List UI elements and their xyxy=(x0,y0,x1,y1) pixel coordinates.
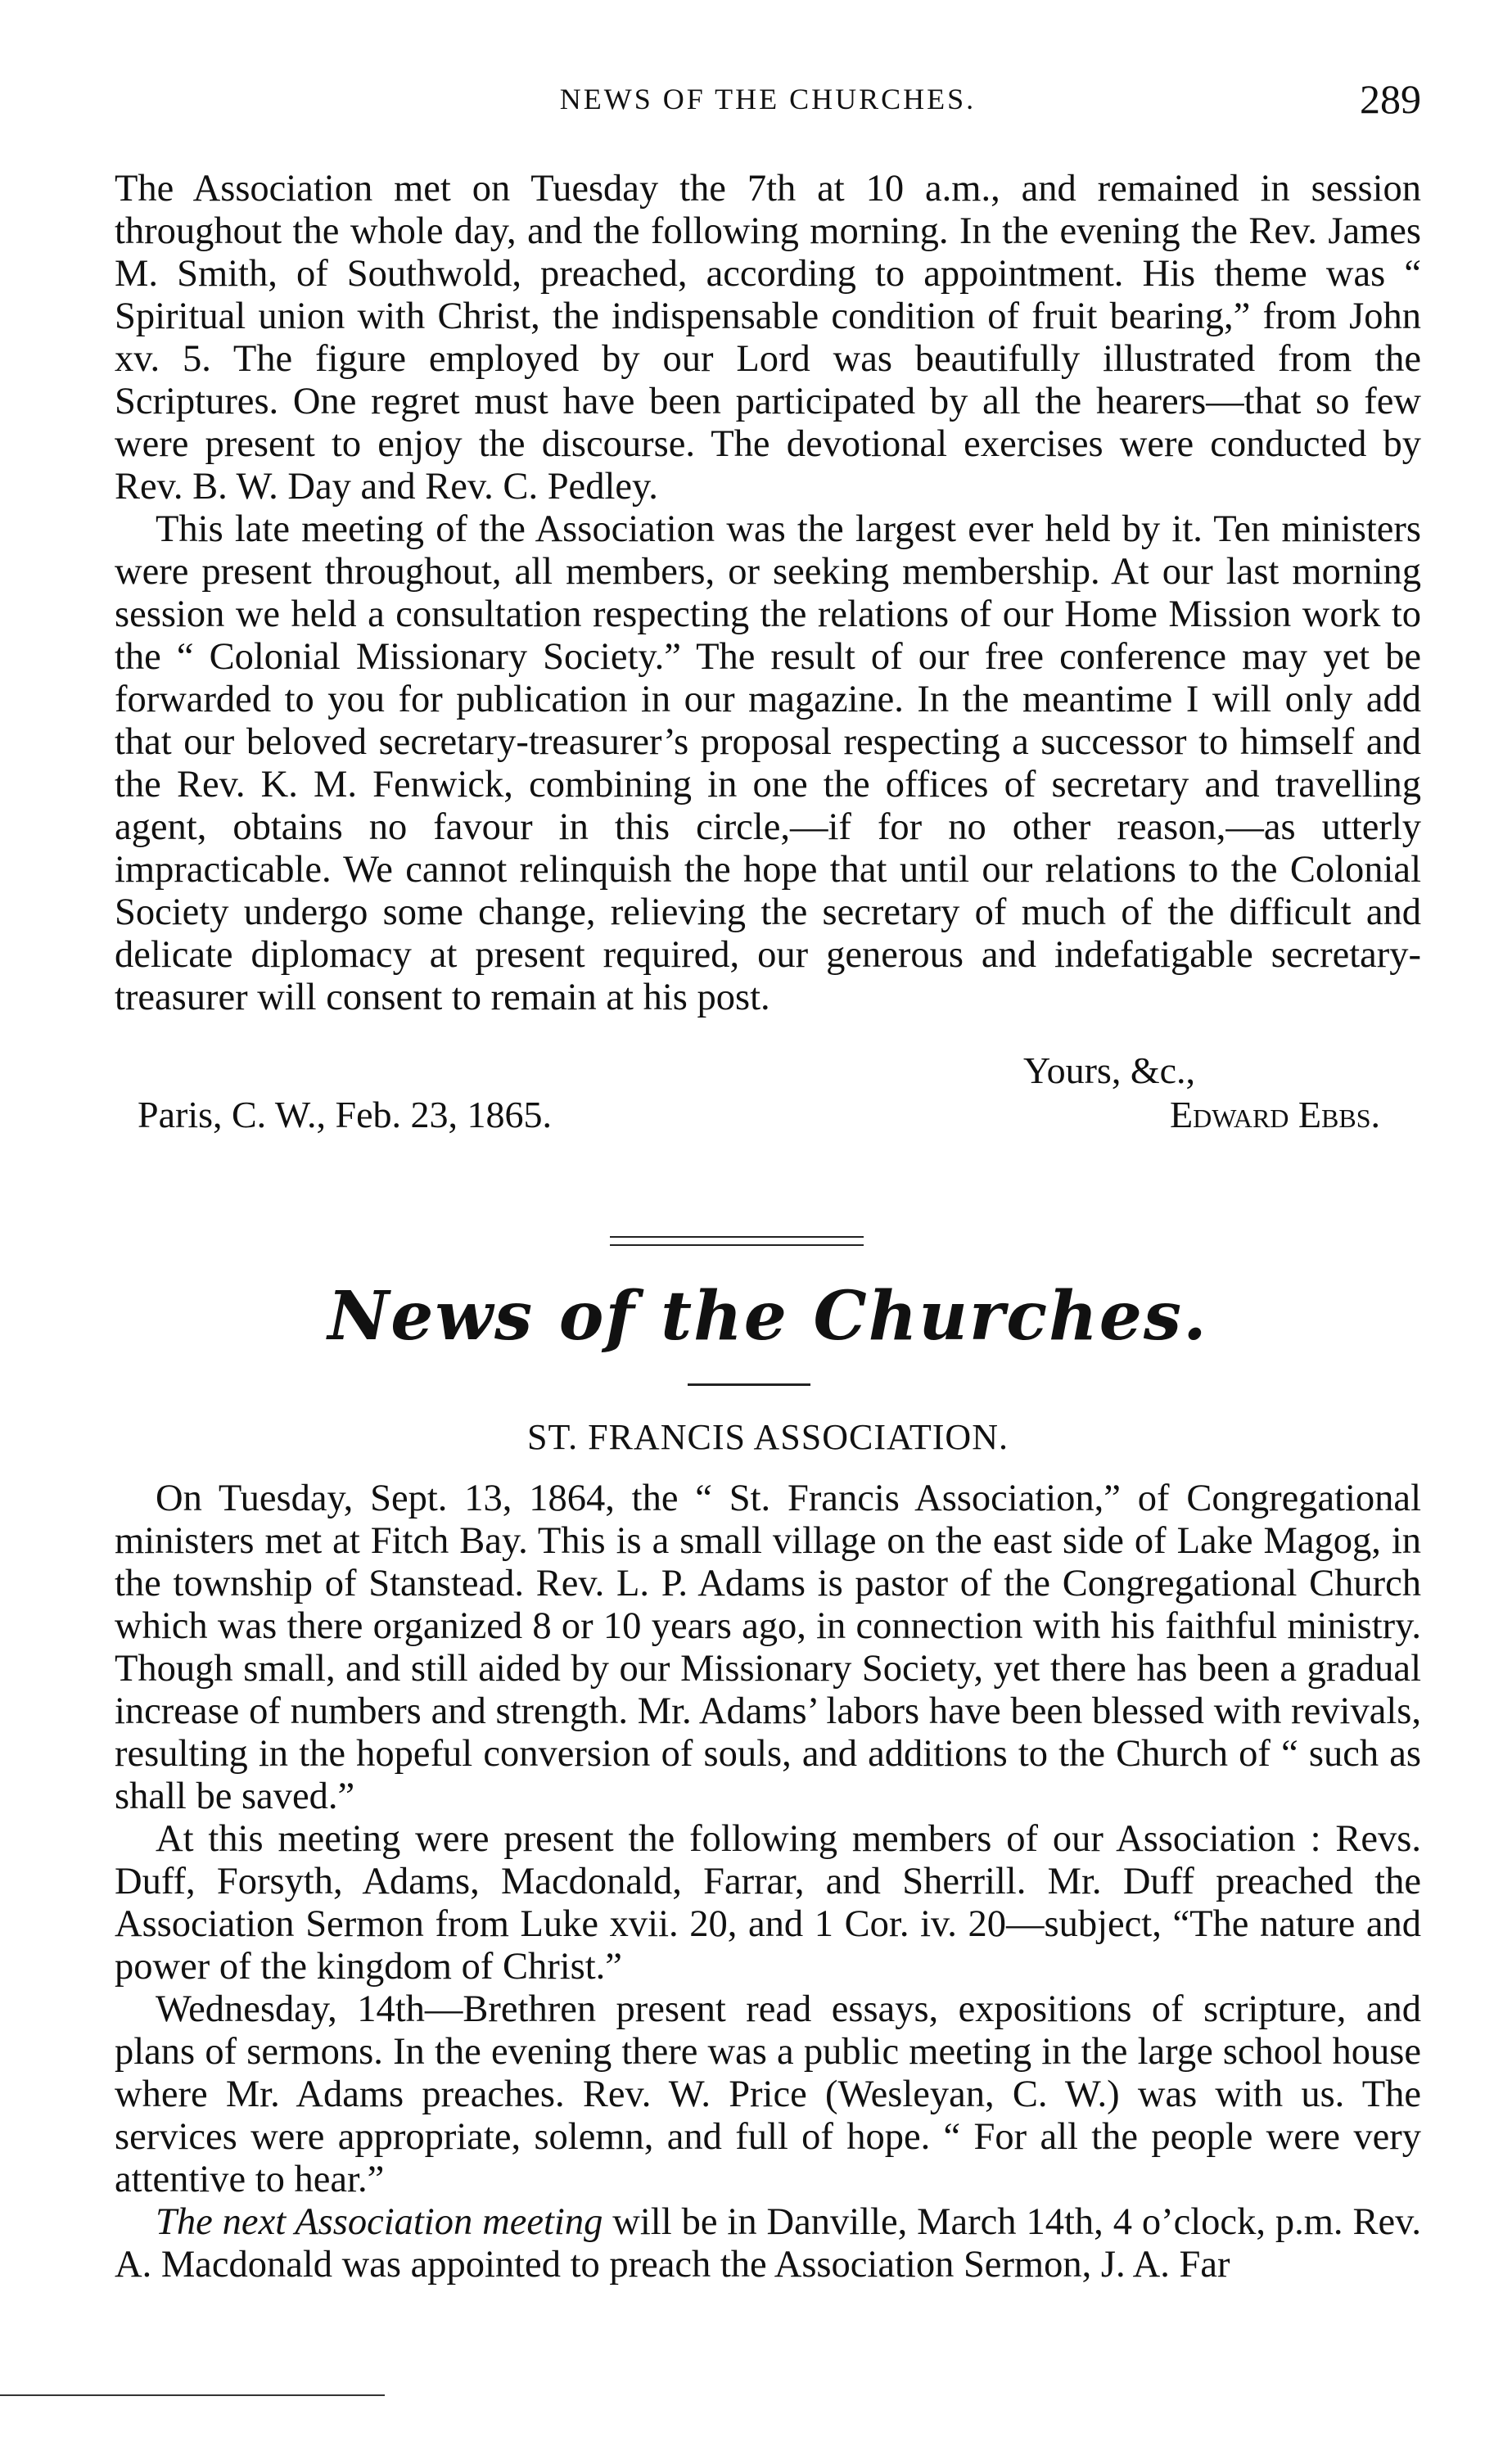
running-header xyxy=(115,76,1421,131)
letter-signature xyxy=(115,1049,1421,1139)
section-divider xyxy=(610,1236,864,1246)
letter-closing: Yours, &c., xyxy=(1023,1049,1196,1091)
letter-author: Edward Ebbs. xyxy=(1169,1094,1380,1135)
section-paragraph-2: At this meeting were present the following members of our Association : Revs. Duff, Forsyth, Adams, Macdonald, Farrar, and Sherrill. Mr. Duff preached the Association Sermon from Luke xvii. 20, and 1 Cor. iv. 20—subject, “The nature and power of the kingdom of Christ.” xyxy=(115,1818,1421,1988)
running-title: NEWS OF THE CHURCHES. xyxy=(559,83,977,115)
letter-paragraph-1: The Association met on Tuesday the 7th at 10 a.m., and remained in session throughout the whole day, and the following morning. In the evening the Rev. James M. Smith, of Southwold, preached, according to appointment. His theme was “ Spiritual union with Christ, the indispensable condition of fruit bearing,” from John xv. 5. The figure employed by our Lord was beautifully illustrated from the Scriptures. One regret must have been participated by all the hearers—that so few were present to enjoy the discourse. The devotional exercises were conducted by Rev. B. W. Day and Rev. C. Pedley. xyxy=(115,168,1421,508)
title-underline xyxy=(688,1383,810,1386)
next-meeting-italic: The next Association meeting xyxy=(156,2201,603,2243)
letter-paragraph-2: This late meeting of the Association was the largest ever held by it. Ten ministers were present throughout, all members, or seeking membership. At our last morning session we held a consultation respecting the relations of our Home Mission work to the “ Colonial Missionary Society.” The result of our free conference may yet be forwarded to you for publication in our magazine. In the meantime I will only add that our beloved secretary-treasurer’s proposal respecting a successor to himself and the Rev. K. M. Fenwick, combining in one the offices of secretary and travelling agent, obtains no favour in this circle,—if for no other reason,—as utterly impracticable. We cannot relinquish the hope that until our relations to the Colonial Society undergo some change, relieving the secretary of much of the difficult and delicate diplomacy at present required, our generous and indefatigable secretary-treasurer will consent to remain at his post. xyxy=(115,508,1421,1018)
next-meeting-text: will be in Danville, March 14th, 4 o’clock, p.m. Rev. A. Macdonald was appointed to preach the Association Sermon, J. A. Far xyxy=(115,2201,1421,2286)
section-body xyxy=(115,1478,1421,2286)
letter-body xyxy=(115,168,1421,1019)
section-title: News of the Churches. xyxy=(327,1277,1208,1356)
subheading: ST. FRANCIS ASSOCIATION. xyxy=(527,1417,1009,1457)
letter-place-date: Paris, C. W., Feb. 23, 1865. xyxy=(138,1094,553,1135)
section-paragraph-3: Wednesday, 14th—Brethren present read essays, expositions of scripture, and plans of sermons. In the evening there was a public meeting in the large school house where Mr. Adams preaches. Rev. W. Price (Wesleyan, C. W.) was with us. The services were appropriate, solemn, and full of hope. “ For all the people were very attentive to hear.” xyxy=(115,1988,1421,2200)
section-paragraph-1: On Tuesday, Sept. 13, 1864, the “ St. Francis Association,” of Congregational ministers met at Fitch Bay. This is a small village on the east side of Lake Magog, in the township of Stanstead. Rev. L. P. Adams is pastor of the Congregational Church which was there organized 8 or 10 years ago, in connection with his faithful ministry. Though small, and still aided by our Missionary Society, yet there has been a gradual increase of numbers and strength. Mr. Adams’ labors have been blessed with revivals, resulting in the hopeful conversion of souls, and additions to the Church of “ such as shall be saved.” xyxy=(115,1478,1421,1817)
page xyxy=(115,0,1421,2464)
section-paragraph-4 xyxy=(115,2201,1421,2286)
page-number: 289 xyxy=(1360,76,1421,122)
footer-rule xyxy=(0,2394,385,2396)
